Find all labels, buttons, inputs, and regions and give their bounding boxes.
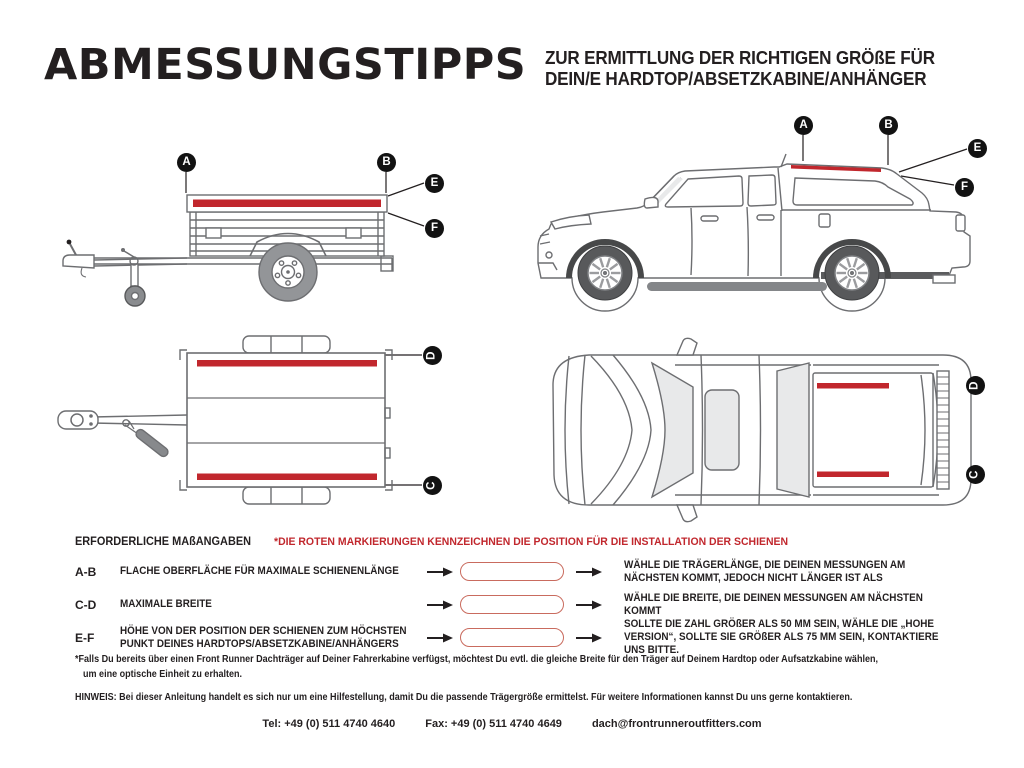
legend-row-ef — [75, 618, 975, 656]
page-subtitle — [545, 48, 935, 90]
contact-bar — [0, 718, 1024, 730]
measure-input-cd[interactable] — [460, 595, 564, 614]
callout-d-truck: D — [966, 376, 985, 395]
measure-input-ab[interactable] — [460, 562, 564, 581]
measure-code-ab: A-B — [75, 564, 97, 579]
arrow-right-icon — [576, 600, 602, 610]
subtitle-line-2: DEIN/E HARDTOP/ABSETZKABINE/ANHÄNGER — [545, 69, 927, 89]
callout-e-trailer: E — [425, 174, 444, 193]
trailer-side-drawing — [30, 125, 470, 320]
measurement-legend — [75, 555, 975, 654]
measure-recommendation-ab: WÄHLE DIE TRÄGERLÄNGE, DIE DEINEN MESSUNGEN AM NÄCHSTEN KOMMT, JEDOCH NICHT LÄNGER IST ALS — [624, 558, 906, 584]
callout-c-truck: C — [966, 465, 985, 484]
measure-input-ef[interactable] — [460, 628, 564, 647]
callout-f-trailer: F — [425, 219, 444, 238]
truck-side-view — [525, 115, 1005, 320]
legend-red-note: *DIE ROTEN MARKIERUNGEN KENNZEICHNEN DIE POSITION FÜR DIE INSTALLATION DER SCHIENEN — [274, 536, 789, 548]
measure-desc-ab: FLACHE OBERFLÄCHE FÜR MAXIMALE SCHIENENLÄNGE — [120, 565, 399, 577]
measure-recommendation-cd: WÄHLE DIE BREITE, DIE DEINEN MESSUNGEN AM NÄCHSTEN KOMMT — [624, 591, 923, 617]
truck-side-drawing — [525, 115, 1005, 320]
subtitle-line-1: ZUR ERMITTLUNG DER RICHTIGEN GRÖßE FÜR — [545, 48, 935, 68]
measure-recommendation-ef: SOLLTE DIE ZAHL GRÖßER ALS 50 MM SEIN, WÄHLE DIE „HOHE VERSION“, SOLLTE SIE GRÖßER ALS 75 MM SEIN, KONTAKTIERE UNS BITTE. — [624, 618, 939, 656]
trailer-top-view — [30, 330, 470, 525]
callout-b-truck: B — [879, 116, 898, 135]
arrow-right-icon — [576, 567, 602, 577]
callout-b-trailer: B — [377, 153, 396, 172]
callout-a-truck: A — [794, 116, 813, 135]
arrow-right-icon — [427, 600, 453, 610]
hint-note: HINWEIS: Bei dieser Anleitung handelt es sich nur um eine Hilfestellung, damit Du die passende Trägergröße ermittelst. Für weitere Informationen kannst Du uns gerne kontaktieren. — [75, 691, 853, 703]
footnote-line-2: um eine optische Einheit zu erhalten. — [83, 668, 243, 680]
callout-e-truck: E — [968, 139, 987, 158]
callout-a-trailer: A — [177, 153, 196, 172]
truck-top-drawing — [525, 335, 1005, 530]
measure-code-ef: E-F — [75, 630, 95, 645]
trailer-top-drawing — [30, 330, 470, 525]
arrow-right-icon — [576, 633, 602, 643]
measure-desc-cd: MAXIMALE BREITE — [120, 598, 212, 610]
trailer-side-view — [30, 125, 470, 320]
page-title: ABMESSUNGSTIPPS — [44, 40, 527, 90]
callout-d-trailer: D — [423, 346, 442, 365]
legend-heading: ERFORDERLICHE MAßANGABEN — [75, 536, 252, 548]
callout-f-truck: F — [955, 178, 974, 197]
contact-fax: Fax: +49 (0) 511 4740 4649 — [425, 718, 562, 730]
contact-tel: Tel: +49 (0) 511 4740 4640 — [262, 718, 396, 730]
arrow-right-icon — [427, 633, 453, 643]
legend-row-cd — [75, 588, 975, 621]
callout-c-trailer: C — [423, 476, 442, 495]
arrow-right-icon — [427, 567, 453, 577]
truck-top-view — [525, 335, 1005, 530]
footnote-line-1: *Falls Du bereits über einen Front Runner Dachträger auf Deiner Fahrerkabine verfügst, möchtest Du evtl. die gleiche Breite für den Träger auf Deinem Hardtop oder Aufsatzkabine wählen, — [75, 653, 879, 665]
legend-row-ab — [75, 555, 975, 588]
measure-desc-ef: HÖHE VON DER POSITION DER SCHIENEN ZUM HÖCHSTEN PUNKT DEINES HARDTOPS/ABSETZKABINE/ANHÄNGERS — [120, 624, 407, 650]
measure-code-cd: C-D — [75, 597, 97, 612]
legend-header — [75, 536, 815, 548]
contact-email[interactable]: dach@frontrunneroutfitters.com — [591, 718, 762, 730]
